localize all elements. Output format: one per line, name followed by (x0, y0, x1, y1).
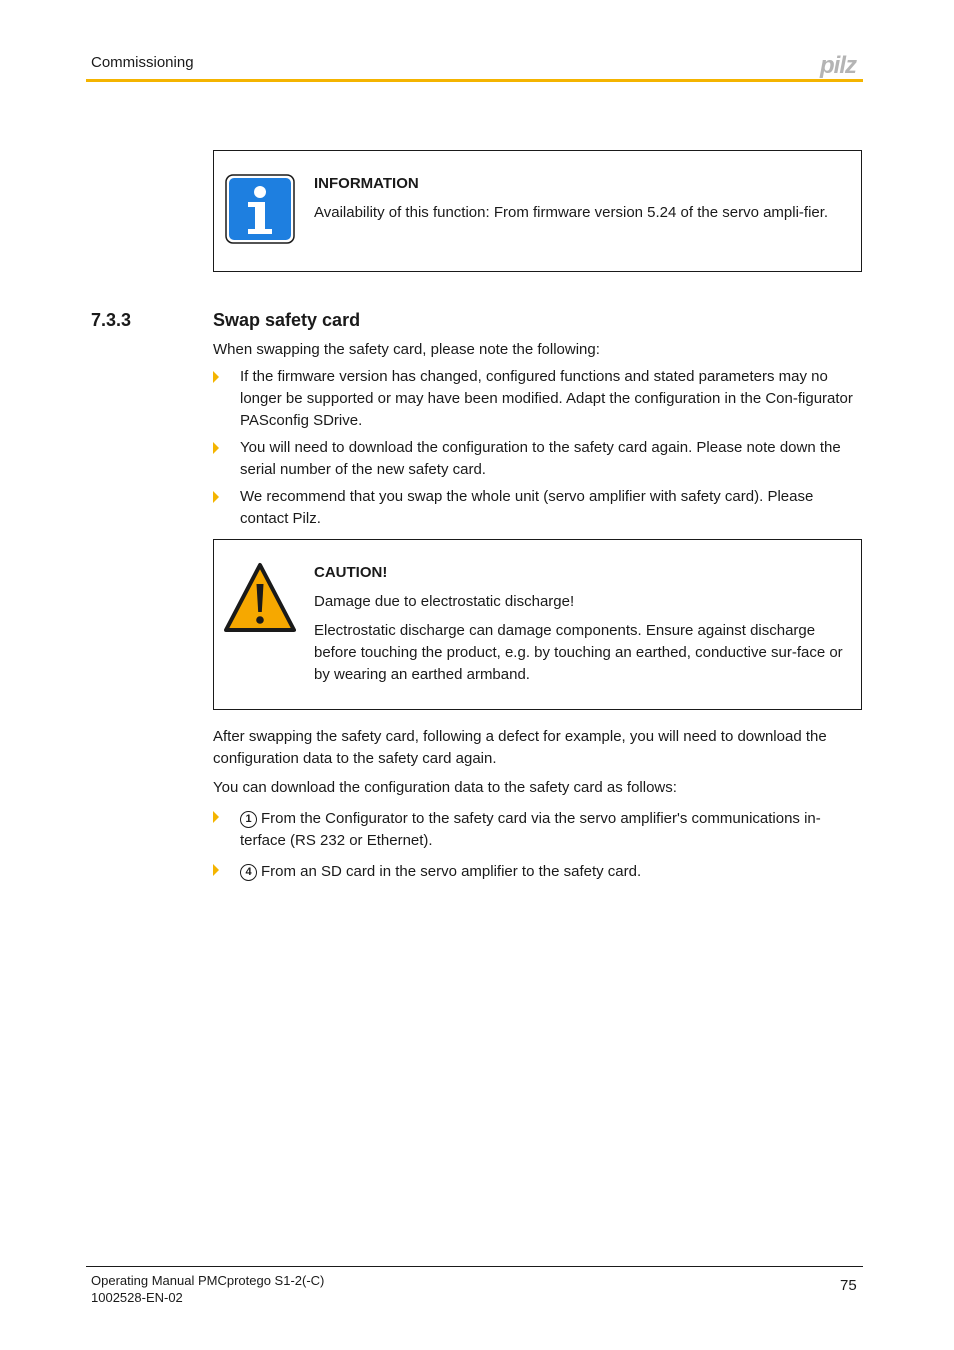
information-text: Availability of this function: From firmware version 5.24 of the servo ampli-fier. (314, 204, 829, 221)
caution-box (213, 539, 862, 710)
information-box (213, 150, 862, 272)
footer-doc-number: 1002528-EN-02 (91, 1290, 183, 1305)
info-icon (225, 174, 295, 244)
caution-subtitle: Damage due to electrostatic discharge! (314, 593, 575, 610)
section-title: Swap safety card (213, 310, 361, 330)
caution-title: CAUTION! (314, 564, 388, 581)
pilz-logo: pilz (820, 52, 856, 79)
circled-number-icon: 1 (240, 811, 257, 828)
list-item-text: You will need to download the configuration to the safety card again. Please note down the serial number of the new safety card. (240, 439, 841, 478)
header-rule (86, 79, 863, 82)
circled-number-icon: 4 (240, 864, 257, 881)
section-number: 7.3.3 (91, 310, 132, 330)
list-item (213, 806, 863, 852)
after-paragraph-2: You can download the configuration data to the safety card as follows: (213, 779, 677, 796)
bullet-arrow-icon (213, 491, 219, 503)
footer-doc-info (91, 1272, 324, 1306)
bullet-arrow-icon (213, 442, 219, 454)
list-item-text: If the firmware version has changed, configured functions and stated parameters may no longer be supported or may have been modified. Adapt the configuration in the Con-figurator PASconfig SDrive. (240, 368, 853, 429)
list-item-text: From an SD card in the servo amplifier to the safety card. (261, 863, 642, 880)
caution-text: Electrostatic discharge can damage components. Ensure against discharge before touching the product, e.g. by touching an earthed, conductive sur-face or by wearing an earthed armband. (314, 622, 843, 683)
list-item-text: From the Configurator to the safety card via the servo amplifier's communications in-terface (RS 232 or Ethernet). (240, 810, 821, 849)
page-number: 75 (840, 1277, 857, 1294)
list-item (213, 859, 863, 883)
footer-doc-title: Operating Manual PMCprotego S1-2(-C) (91, 1273, 325, 1288)
bullet-arrow-icon (213, 811, 219, 823)
bullet-arrow-icon (213, 864, 219, 876)
list-item (213, 437, 863, 481)
warning-icon (224, 562, 296, 634)
list-item-text: We recommend that you swap the whole unit (servo amplifier with safety card). Please contact Pilz. (240, 488, 814, 527)
bullet-arrow-icon (213, 371, 219, 383)
section-intro: When swapping the safety card, please note the following: (213, 341, 600, 358)
list-item (213, 366, 863, 432)
list-item (213, 486, 863, 530)
after-paragraph: After swapping the safety card, following a defect for example, you will need to download the configuration data to the safety card again. (213, 728, 827, 767)
information-title: INFORMATION (314, 175, 419, 192)
footer-rule (86, 1266, 863, 1267)
header-title: Commissioning (91, 54, 194, 71)
